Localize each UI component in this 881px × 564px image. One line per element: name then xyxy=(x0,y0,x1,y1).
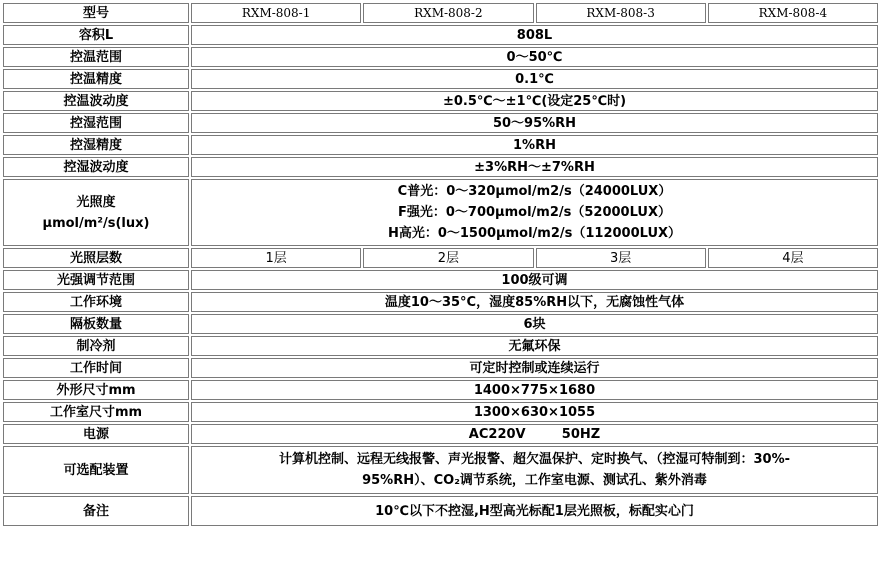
model-cell-4: RXM-808-4 xyxy=(708,3,878,23)
table-row-temp-fluctuation xyxy=(3,91,878,111)
illuminance-line-f: F强光：0～700μmol/m2/s（52000LUX） xyxy=(397,205,671,220)
shelves-value: 6块 xyxy=(191,314,878,334)
options-value xyxy=(191,446,878,494)
table-row-humidity-precision xyxy=(3,135,878,155)
table-row-light-layers xyxy=(3,248,878,268)
illuminance-label-line-2: μmol/m²/s(lux) xyxy=(42,215,150,231)
table-row-temp-precision xyxy=(3,69,878,89)
table-row-shelves xyxy=(3,314,878,334)
model-cell-1: RXM-808-1 xyxy=(191,3,361,23)
table-row-model xyxy=(3,3,878,23)
volume-value: 808L xyxy=(191,25,878,45)
table-row-environment xyxy=(3,292,878,312)
illuminance-line-h: H高光：0～1500μmol/m2/s（112000LUX） xyxy=(387,226,682,241)
row-label-outer-size: 外形尺寸mm xyxy=(3,380,189,400)
row-label-temp-precision: 控温精度 xyxy=(3,69,189,89)
illuminance-value xyxy=(191,179,878,246)
row-label-shelves: 隔板数量 xyxy=(3,314,189,334)
layer-cell-1: 1层 xyxy=(191,248,361,268)
table-row-light-adjust xyxy=(3,270,878,290)
table-row-notes xyxy=(3,496,878,526)
table-row-power xyxy=(3,424,878,444)
row-label-notes: 备注 xyxy=(3,496,189,526)
row-label-temp-range: 控温范围 xyxy=(3,47,189,67)
row-label-volume: 容积L xyxy=(3,25,189,45)
table-row-temp-range xyxy=(3,47,878,67)
row-label-humidity-range: 控湿范围 xyxy=(3,113,189,133)
row-label-humidity-precision: 控湿精度 xyxy=(3,135,189,155)
options-line-2: 95%RH）、CO₂调节系统，工作室电源、测试孔、紫外消毒 xyxy=(362,473,707,488)
illuminance-label-line-1: 光照度 xyxy=(76,194,116,210)
row-label-light-layers: 光照层数 xyxy=(3,248,189,268)
layer-cell-2: 2层 xyxy=(363,248,533,268)
table-row-options xyxy=(3,446,878,494)
row-label-work-time: 工作时间 xyxy=(3,358,189,378)
table-row-inner-size xyxy=(3,402,878,422)
options-line-1: 计算机控制、远程无线报警、声光报警、超欠温保护、定时换气、（控湿可特制到：30%- xyxy=(278,452,790,467)
humidity-fluctuation-value: ±3%RH～±7%RH xyxy=(191,157,878,177)
row-label-light-adjust: 光强调节范围 xyxy=(3,270,189,290)
row-label-environment: 工作环境 xyxy=(3,292,189,312)
outer-size-value: 1400×775×1680 xyxy=(191,380,878,400)
refrigerant-value: 无氟环保 xyxy=(191,336,878,356)
model-cell-2: RXM-808-2 xyxy=(363,3,533,23)
temp-precision-value: 0.1℃ xyxy=(191,69,878,89)
table-row-refrigerant xyxy=(3,336,878,356)
humidity-precision-value: 1%RH xyxy=(191,135,878,155)
table-row-work-time xyxy=(3,358,878,378)
layer-cell-4: 4层 xyxy=(708,248,878,268)
table-row-humidity-fluctuation xyxy=(3,157,878,177)
row-label-refrigerant: 制冷剂 xyxy=(3,336,189,356)
table-row-humidity-range xyxy=(3,113,878,133)
specification-table xyxy=(1,1,880,528)
table-row-volume xyxy=(3,25,878,45)
model-cell-3: RXM-808-3 xyxy=(536,3,706,23)
row-label-inner-size: 工作室尺寸mm xyxy=(3,402,189,422)
illuminance-line-c: C普光：0～320μmol/m2/s（24000LUX） xyxy=(397,184,672,199)
row-label-options: 可选配装置 xyxy=(3,446,189,494)
work-time-value: 可定时控制或连续运行 xyxy=(191,358,878,378)
light-adjust-value: 100级可调 xyxy=(191,270,878,290)
temp-range-value: 0～50℃ xyxy=(191,47,878,67)
table-row-outer-size xyxy=(3,380,878,400)
row-label-temp-fluctuation: 控温波动度 xyxy=(3,91,189,111)
row-label-model: 型号 xyxy=(3,3,189,23)
row-label-humidity-fluctuation: 控湿波动度 xyxy=(3,157,189,177)
humidity-range-value: 50～95%RH xyxy=(191,113,878,133)
inner-size-value: 1300×630×1055 xyxy=(191,402,878,422)
layer-cell-3: 3层 xyxy=(536,248,706,268)
notes-value: 10℃以下不控湿,H型高光标配1层光照板，标配实心门 xyxy=(191,496,878,526)
power-value: AC220V 50HZ xyxy=(191,424,878,444)
environment-value: 温度10～35°C，湿度85%RH以下，无腐蚀性气体 xyxy=(191,292,878,312)
row-label-illuminance xyxy=(3,179,189,246)
temp-fluctuation-value: ±0.5℃～±1℃(设定25℃时) xyxy=(191,91,878,111)
row-label-power: 电源 xyxy=(3,424,189,444)
table-row-illuminance xyxy=(3,179,878,246)
